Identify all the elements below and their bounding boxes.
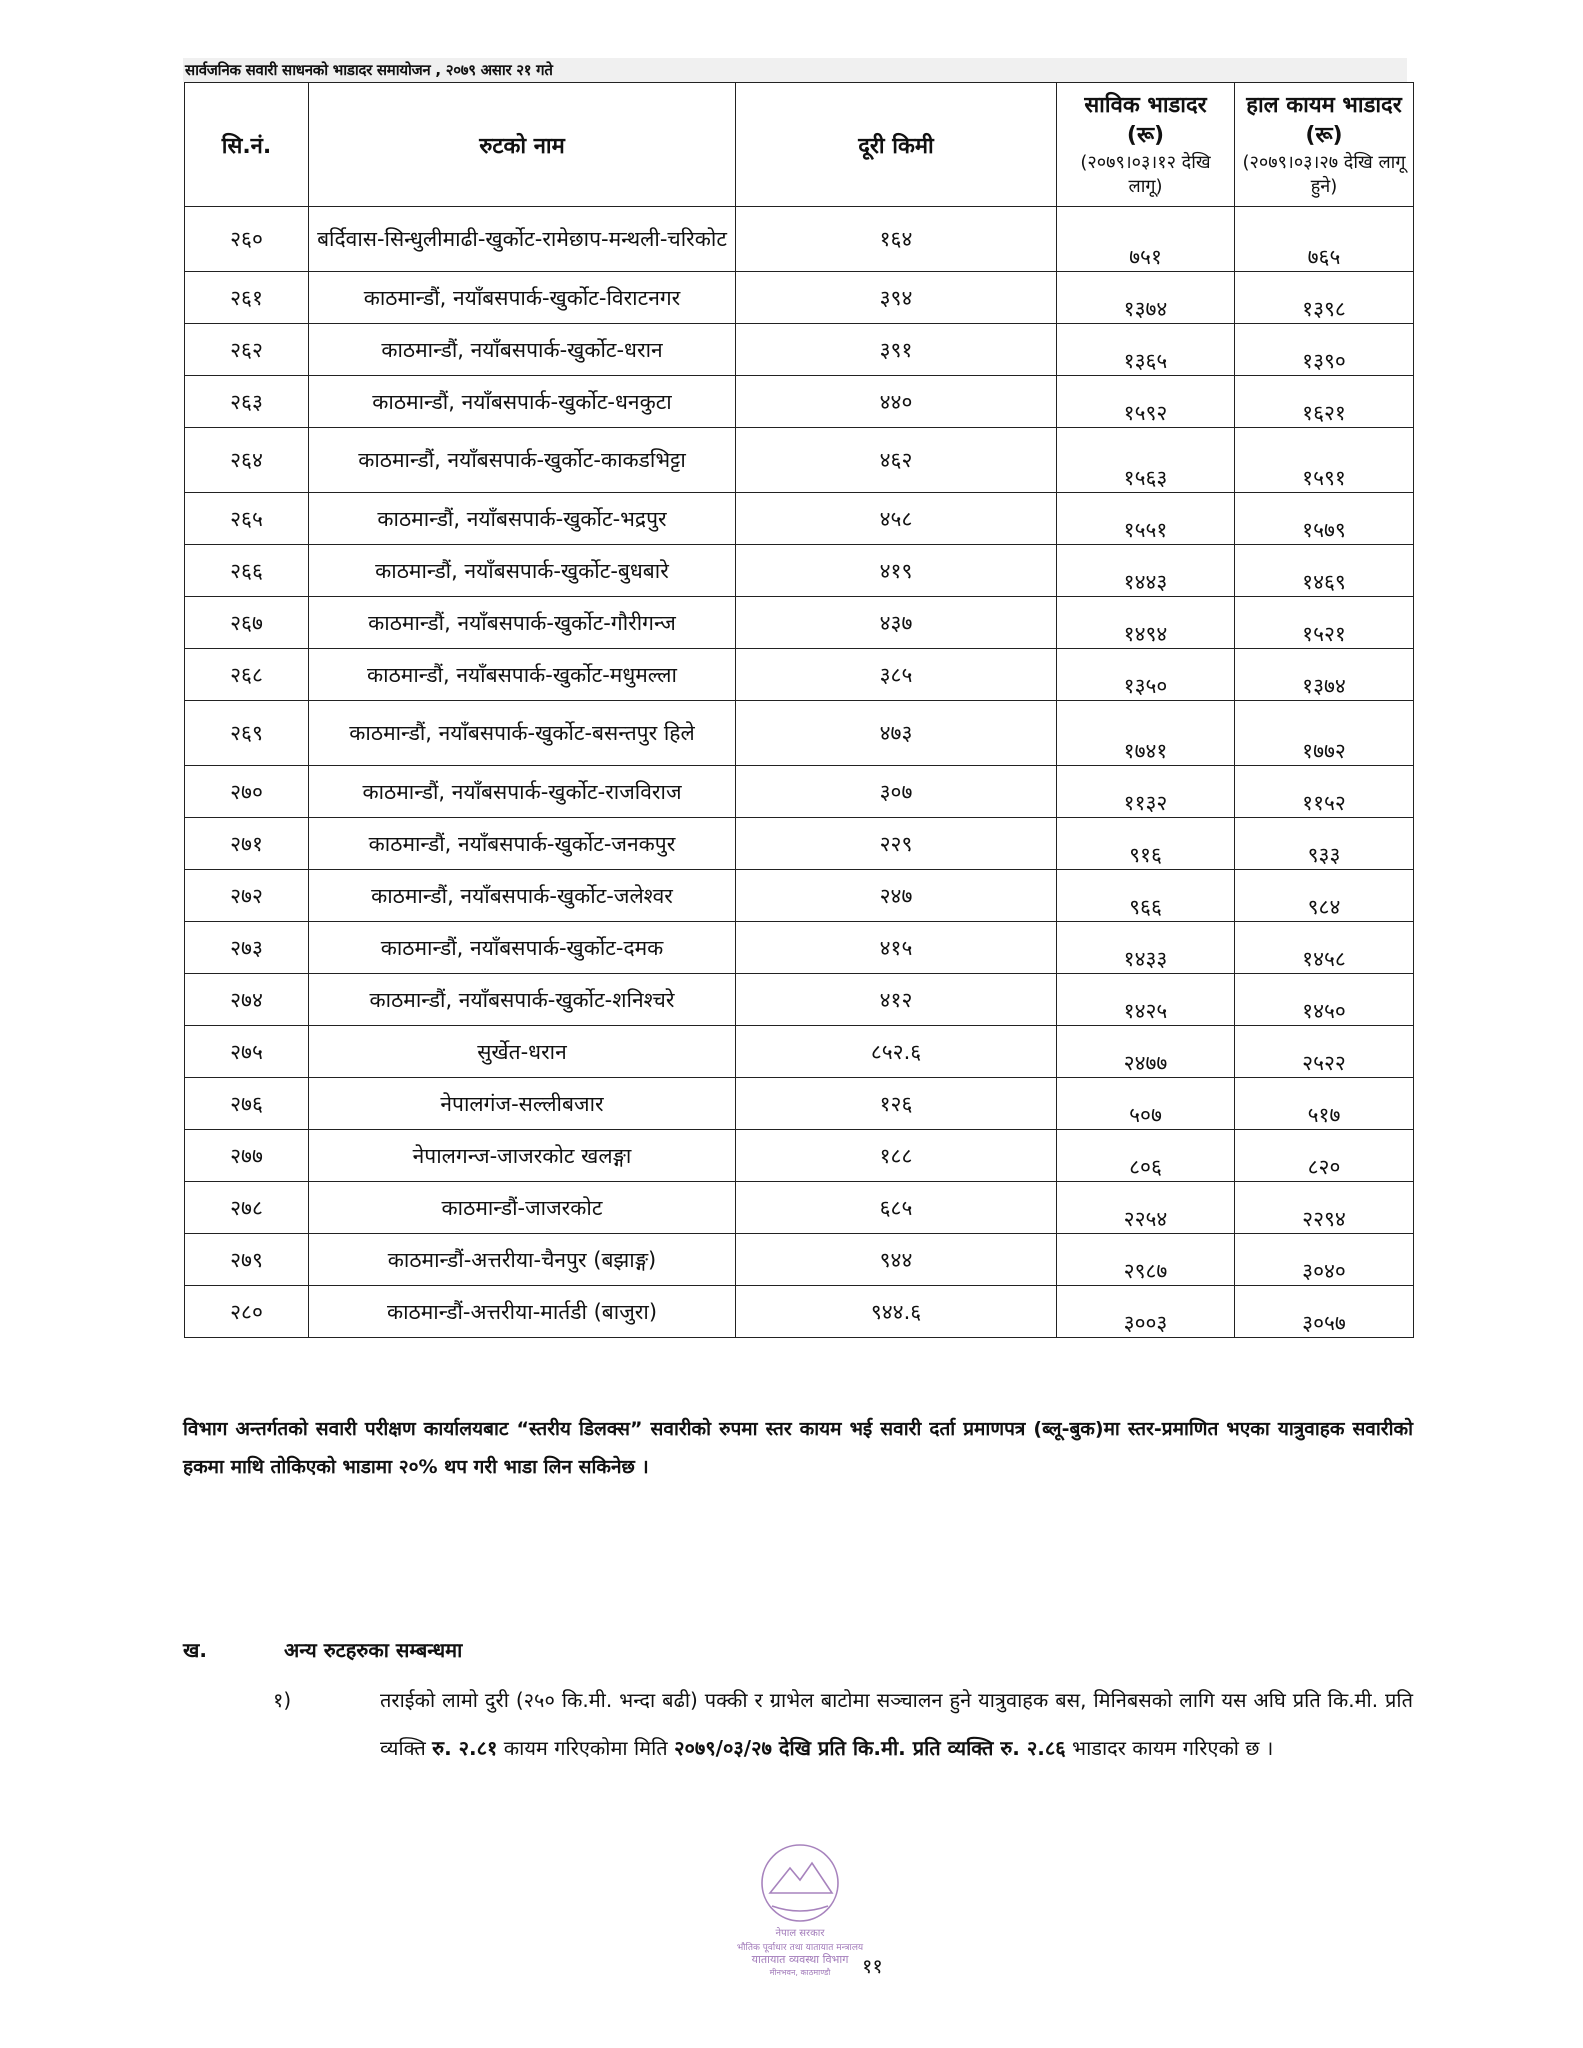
cell-sn: २७१ [185,818,309,870]
cell-route: काठमान्डौं, नयाँबसपार्क-खुर्कोट-बुधबारे [309,545,736,597]
cell-distance: ४६२ [736,428,1057,493]
section-kha-heading [183,1636,1413,1663]
cell-sn: २६६ [185,545,309,597]
cell-route: सुर्खेत-धरान [309,1026,736,1078]
table-header-row [185,83,1414,207]
cell-old-fare: ७५१ [1057,207,1235,272]
section-item-1 [273,1676,1413,1772]
cell-route: काठमान्डौं, नयाँबसपार्क-खुर्कोट-जलेश्वर [309,870,736,922]
cell-new-fare: १५२१ [1235,597,1414,649]
item-text-b: कायम गरिएकोमा मिति [497,1736,675,1760]
cell-old-fare: १३७४ [1057,272,1235,324]
new-fare-subtitle: (२०७९।०३।२७ देखि लागू हुने) [1242,151,1406,197]
cell-old-fare: १४९४ [1057,597,1235,649]
section-label: ख. [183,1638,207,1662]
table-row [185,974,1414,1026]
table-row [185,376,1414,428]
cell-distance: ४३७ [736,597,1057,649]
cell-route: काठमान्डौं-जाजरकोट [309,1182,736,1234]
table-row [185,1234,1414,1286]
table-row [185,701,1414,766]
cell-route: काठमान्डौं, नयाँबसपार्क-खुर्कोट-मधुमल्ला [309,649,736,701]
table-row [185,1026,1414,1078]
col-header-sn: सि.नं. [185,83,309,207]
fare-table [184,82,1414,1338]
cell-old-fare: ८०६ [1057,1130,1235,1182]
cell-route: काठमान्डौं, नयाँबसपार्क-खुर्कोट-विराटनगर [309,272,736,324]
cell-route: काठमान्डौं, नयाँबसपार्क-खुर्कोट-राजविराज [309,766,736,818]
cell-distance: ४१२ [736,974,1057,1026]
cell-distance: ८५२.६ [736,1026,1057,1078]
new-fare-title: हाल कायम भाडादर (रू) [1246,92,1402,148]
seal-line4: मीनभवन, काठमाण्डौ [769,1968,831,1977]
col-header-route: रुटको नाम [309,83,736,207]
cell-new-fare: ५१७ [1235,1078,1414,1130]
cell-sn: २७४ [185,974,309,1026]
cell-sn: २७६ [185,1078,309,1130]
cell-old-fare: १७४१ [1057,701,1235,766]
cell-sn: २६२ [185,324,309,376]
cell-new-fare: ९३३ [1235,818,1414,870]
cell-old-fare: २९८७ [1057,1234,1235,1286]
cell-old-fare: ३००३ [1057,1286,1235,1338]
table-row [185,207,1414,272]
table-row [185,1182,1414,1234]
cell-old-fare: ९१६ [1057,818,1235,870]
table-row [185,324,1414,376]
cell-old-fare: २४७७ [1057,1026,1235,1078]
cell-old-fare: १४३३ [1057,922,1235,974]
cell-new-fare: १५९१ [1235,428,1414,493]
old-fare-subtitle: (२०७९।०३।१२ देखि लागू) [1080,151,1211,197]
item-text-c: भाडादर कायम गरिएको छ । [1065,1736,1274,1760]
table-row [185,428,1414,493]
cell-route: नेपालगन्ज-जाजरकोट खलङ्गा [309,1130,736,1182]
cell-route: काठमान्डौं, नयाँबसपार्क-खुर्कोट-जनकपुर [309,818,736,870]
cell-sn: २६३ [185,376,309,428]
table-row [185,870,1414,922]
cell-sn: २८० [185,1286,309,1338]
cell-distance: ६८५ [736,1182,1057,1234]
cell-sn: २६८ [185,649,309,701]
cell-sn: २७५ [185,1026,309,1078]
cell-new-fare: ९८४ [1235,870,1414,922]
cell-old-fare: १५६३ [1057,428,1235,493]
cell-route: काठमान्डौं, नयाँबसपार्क-खुर्कोट-धनकुटा [309,376,736,428]
table-row [185,545,1414,597]
cell-distance: ४७३ [736,701,1057,766]
table-row [185,1130,1414,1182]
cell-old-fare: १५५१ [1057,493,1235,545]
cell-new-fare: १६२१ [1235,376,1414,428]
cell-new-fare: ७६५ [1235,207,1414,272]
cell-distance: ९४४ [736,1234,1057,1286]
cell-route: काठमान्डौं, नयाँबसपार्क-खुर्कोट-धरान [309,324,736,376]
cell-distance: २२९ [736,818,1057,870]
cell-route: नेपालगंज-सल्लीबजार [309,1078,736,1130]
cell-distance: ९४४.६ [736,1286,1057,1338]
item-text-a: तराईको लामो दुरी (२५० कि.मी. भन्दा बढी) पक्की र ग्राभेल बाटोमा सञ्चालन हुने यात्रुवाहक बस, मिनिबसको लागि यस अघि प्रति कि.मी. प्रति व्यक्ति [380,1688,1413,1760]
cell-new-fare: ८२० [1235,1130,1414,1182]
cell-sn: २७७ [185,1130,309,1182]
cell-sn: २६९ [185,701,309,766]
cell-route: काठमान्डौं, नयाँबसपार्क-खुर्कोट-काकडभिट्टा [309,428,736,493]
cell-old-fare: १३५० [1057,649,1235,701]
table-row [185,766,1414,818]
document-header: सार्वजनिक सवारी साधनको भाडादर समायोजन , २०७९ असार २१ गते [183,58,1407,82]
cell-distance: ४१९ [736,545,1057,597]
cell-new-fare: १७७२ [1235,701,1414,766]
cell-new-fare: २५२२ [1235,1026,1414,1078]
col-header-old-fare [1057,83,1235,207]
cell-old-fare: ११३२ [1057,766,1235,818]
cell-new-fare: ३०४० [1235,1234,1414,1286]
cell-new-fare: १३७४ [1235,649,1414,701]
cell-new-fare: १३९८ [1235,272,1414,324]
cell-distance: १२६ [736,1078,1057,1130]
cell-distance: १६४ [736,207,1057,272]
table-row [185,649,1414,701]
cell-sn: २७९ [185,1234,309,1286]
deluxe-note: विभाग अन्तर्गतको सवारी परीक्षण कार्यालयबाट “स्तरीय डिलक्स” सवारीको रुपमा स्तर कायम भई सवारी दर्ता प्रमाणपत्र (ब्लू-बुक)मा स्तर-प्रमाणित भएका यात्रुवाहक सवारीको हकमा माथि तोकिएको भाडामा २०% थप गरी भाडा लिन सकिनेछ । [183,1418,1413,1478]
cell-route: काठमान्डौं, नयाँबसपार्क-खुर्कोट-गौरीगन्ज [309,597,736,649]
table-row [185,493,1414,545]
seal-line1: नेपाल सरकार [775,1928,825,1939]
cell-distance: ४४० [736,376,1057,428]
cell-old-fare: १४२५ [1057,974,1235,1026]
table-row [185,818,1414,870]
seal-line3: यातायात व्यवस्था विभाग [751,1953,849,1966]
cell-sn: २७३ [185,922,309,974]
old-rate: रु. २.८१ [432,1736,498,1760]
col-header-distance: दूरी किमी [736,83,1057,207]
cell-old-fare: १४४३ [1057,545,1235,597]
cell-new-fare: १३९० [1235,324,1414,376]
cell-new-fare: ३०५७ [1235,1286,1414,1338]
cell-new-fare: ११५२ [1235,766,1414,818]
table-row [185,1078,1414,1130]
table-row [185,922,1414,974]
cell-new-fare: २२९४ [1235,1182,1414,1234]
cell-sn: २६७ [185,597,309,649]
cell-old-fare: १५९२ [1057,376,1235,428]
cell-route: काठमान्डौं, नयाँबसपार्क-खुर्कोट-दमक [309,922,736,974]
item-number: १) [273,1688,292,1712]
cell-distance: १८८ [736,1130,1057,1182]
cell-old-fare: १३६५ [1057,324,1235,376]
cell-sn: २६० [185,207,309,272]
cell-route: काठमान्डौं, नयाँबसपार्क-खुर्कोट-शनिश्चरे [309,974,736,1026]
item-text [380,1676,1413,1772]
cell-distance: २४७ [736,870,1057,922]
cell-new-fare: १५७९ [1235,493,1414,545]
effective-rate: २०७९/०३/२७ देखि प्रति कि.मी. प्रति व्यक्ति रु. २.८६ [674,1736,1066,1760]
cell-route: बर्दिवास-सिन्धुलीमाढी-खुर्कोट-रामेछाप-मन्थली-चरिकोट [309,207,736,272]
cell-distance: ३९४ [736,272,1057,324]
section-title: अन्य रुटहरुका सम्बन्धमा [283,1638,463,1662]
cell-old-fare: ९६६ [1057,870,1235,922]
cell-new-fare: १४५० [1235,974,1414,1026]
cell-distance: ४५८ [736,493,1057,545]
cell-old-fare: ५०७ [1057,1078,1235,1130]
cell-route: काठमान्डौं-अत्तरीया-मार्तडी (बाजुरा) [309,1286,736,1338]
table-row [185,597,1414,649]
cell-distance: ३०७ [736,766,1057,818]
cell-route: काठमान्डौं, नयाँबसपार्क-खुर्कोट-बसन्तपुर हिले [309,701,736,766]
table-row [185,1286,1414,1338]
cell-new-fare: १४६९ [1235,545,1414,597]
cell-sn: २६४ [185,428,309,493]
cell-new-fare: १४५८ [1235,922,1414,974]
cell-route: काठमान्डौं-अत्तरीया-चैनपुर (बझाङ्ग) [309,1234,736,1286]
seal-line2: भौतिक पूर्वाधार तथा यातायात मन्त्रालय [736,1943,864,1953]
cell-sn: २६५ [185,493,309,545]
cell-sn: २७८ [185,1182,309,1234]
cell-old-fare: २२५४ [1057,1182,1235,1234]
old-fare-title: साविक भाडादर (रू) [1084,92,1207,148]
cell-distance: ३८५ [736,649,1057,701]
table-row [185,272,1414,324]
cell-distance: ३९१ [736,324,1057,376]
cell-route: काठमान्डौं, नयाँबसपार्क-खुर्कोट-भद्रपुर [309,493,736,545]
cell-sn: २६१ [185,272,309,324]
page-number: ११ [862,1954,883,1978]
cell-sn: २७० [185,766,309,818]
cell-sn: २७२ [185,870,309,922]
col-header-new-fare [1235,83,1414,207]
cell-distance: ४१५ [736,922,1057,974]
